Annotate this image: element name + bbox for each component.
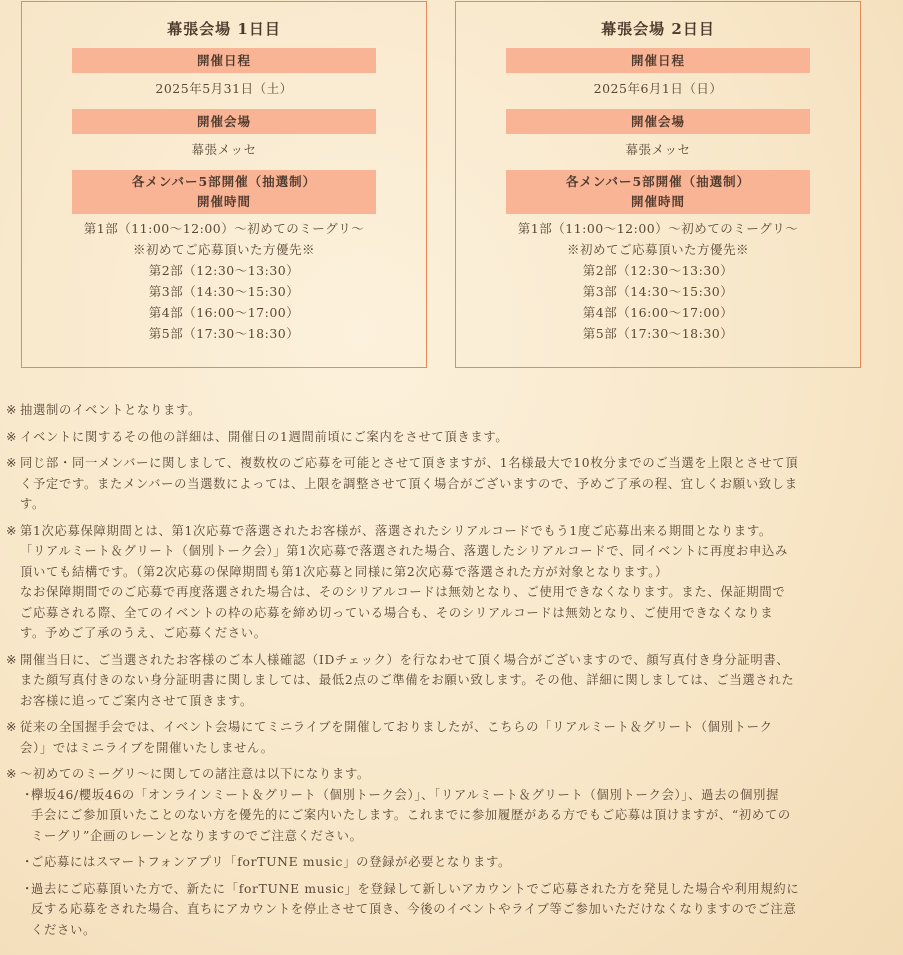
day1-date-label: 開催日程 <box>72 48 376 73</box>
subnote-text: ください。 <box>31 922 96 937</box>
day2-title: 幕張会場 2日目 <box>601 20 715 38</box>
note-text: す。 <box>20 497 46 511</box>
note-text: また顔写真付きのない身分証明書に関しましては、最低2点のご準備をお願い致します。その他、詳細に関しましては、ご当選された <box>20 673 795 687</box>
day2-session-4: 第4部（16:00～17:00） <box>582 305 734 320</box>
subnote-app-registration <box>0 852 890 873</box>
note-multiple-applications <box>0 453 890 515</box>
note-text: 同じ部・同一メンバーに関しまして、複数枚のご応募を可能とさせて頂きますが、1名様最大で10枚分までのご当選を上限とさせて頂 <box>20 456 799 470</box>
subnote-account-suspension <box>0 879 890 941</box>
note-text: す。予めご了承のうえ、ご応募ください。 <box>20 626 267 640</box>
note-text: お客様に追ってご案内させて頂きます。 <box>20 693 253 708</box>
day2-session-5: 第5部（17:30～18:30） <box>582 326 734 341</box>
day2-card <box>455 1 861 368</box>
day1-session-priority: ※初めてご応募頂いた方優先※ <box>132 242 315 257</box>
note-text: 従来の全国握手会では、イベント会場にてミニライブを開催しておりましたが、こちらの「リアルミート＆グリート（個別トーク <box>20 720 773 734</box>
note-text: く予定です。またメンバーの当選数によっては、上限を調整させて頂く場合がございますので、予めご了承の程、宜しくお願い致しま <box>20 476 798 491</box>
day1-venue: 幕張メッセ <box>191 142 257 157</box>
note-guarantee-period <box>0 521 890 644</box>
note-text: 抽選制のイベントとなります。 <box>20 403 201 417</box>
note-mini-live <box>0 717 890 758</box>
notes-section <box>0 400 890 946</box>
note-text: ご応募される際、全てのイベントの枠の応募を締め切っている場合も、そのシリアルコードは無効となり、ご使用できなくなりま <box>20 605 774 620</box>
subnote-text: 過去にご応募頂いた方で、新たに「forTUNE music」を登録して新しいアカウントでご応募された方を発見した場合や利用規約に <box>31 881 800 896</box>
note-mark: ※ <box>6 523 18 538</box>
day2-session-1: 第1部（11:00～12:00）～初めてのミーグリ～ <box>517 221 799 236</box>
day2-session-2: 第2部（12:30～13:30） <box>582 263 734 278</box>
day2-session-label <box>506 170 810 214</box>
subnote-text: 手会にご参加頂いたことのない方を優先的にご案内いたします。これまでに参加履歴がある方でもご応募は頂けますが、“初めての <box>31 808 791 822</box>
day2-session-label-2: 開催時間 <box>630 194 685 209</box>
note-mark: ※ <box>6 767 18 781</box>
note-lottery <box>0 400 890 421</box>
day2-session-list <box>456 218 860 344</box>
day2-session-priority: ※初めてご応募頂いた方優先※ <box>566 242 749 257</box>
subnote-text: ご応募にはスマートフォンアプリ「forTUNE music」の登録が必要となります。 <box>31 855 512 869</box>
bullet-dot: ・ <box>21 787 34 802</box>
day2-date: 2025年6月1日（日） <box>593 81 723 96</box>
day1-date: 2025年5月31日（土） <box>155 81 293 96</box>
bullet-dot: ・ <box>21 855 34 869</box>
day1-title: 幕張会場 1日目 <box>167 20 281 38</box>
day1-card <box>21 1 427 368</box>
day1-venue-label: 開催会場 <box>72 109 376 134</box>
day2-venue: 幕張メッセ <box>625 142 691 157</box>
note-text: なお保障期間でのご応募で再度落選された場合は、そのシリアルコードは無効となり、ご使用できなくなります。また、保証期間で <box>20 585 786 599</box>
day1-session-label <box>72 170 376 214</box>
note-text: 開催当日に、ご当選されたお客様のご本人様確認（IDチェック）を行なわせて頂く場合がございますので、顔写真付き身分証明書、 <box>20 652 790 667</box>
day1-session-list <box>22 218 426 344</box>
day1-session-3: 第3部（14:30～15:30） <box>148 284 300 299</box>
day1-session-label-2: 開催時間 <box>196 194 251 209</box>
note-text: 第1次応募保障期間とは、第1次応募で落選されたお客様が、落選されたシリアルコードでもう1度ご応募出来る期間となります。 <box>20 523 772 538</box>
note-id-check <box>0 650 890 712</box>
subnote-priority <box>0 785 890 847</box>
note-mark: ※ <box>6 652 18 667</box>
day1-session-4: 第4部（16:00～17:00） <box>148 305 300 320</box>
note-text: 「リアルミート＆グリート（個別トーク会）」第1次応募で落選された場合、落選したシリアルコードで、同イベントに再度お申込み <box>20 544 788 558</box>
day2-date-label: 開催日程 <box>506 48 810 73</box>
subnote-text: 欅坂46/櫻坂46の「オンラインミート＆グリート（個別トーク会）」、「リアルミート＆グリート（個別トーク会）」、過去の個別握 <box>31 787 780 802</box>
day1-session-1: 第1部（11:00～12:00）～初めてのミーグリ～ <box>83 221 365 236</box>
day1-session-2: 第2部（12:30～13:30） <box>148 263 300 278</box>
note-mark: ※ <box>6 720 18 734</box>
note-first-meet-greet <box>0 764 890 785</box>
day2-venue-label: 開催会場 <box>506 109 810 134</box>
bullet-dot: ・ <box>21 881 34 896</box>
note-text: ～初めてのミーグリ～に関しての諸注意は以下になります。 <box>20 767 370 781</box>
day2-session-label-1: 各メンバー5部開催（抽選制） <box>565 174 751 189</box>
note-mark: ※ <box>6 456 18 470</box>
day1-session-label-1: 各メンバー5部開催（抽選制） <box>131 174 317 189</box>
note-mark: ※ <box>6 403 18 417</box>
day2-session-3: 第3部（14:30～15:30） <box>582 284 734 299</box>
note-text: 頂いても結構です。（第2次応募の保障期間も第1次応募と同様に第2次応募で落選された方が対象となります。） <box>20 564 669 579</box>
note-text: イベントに関するその他の詳細は、開催日の1週間前頃にご案内をさせて頂きます。 <box>20 429 509 444</box>
note-text: 会）」ではミニライブを開催いたしません。 <box>20 740 274 755</box>
day1-session-5: 第5部（17:30～18:30） <box>148 326 300 341</box>
subnote-text: ミーグリ”企画のレーンとなりますのでご注意ください。 <box>31 828 363 843</box>
note-mark: ※ <box>6 429 18 444</box>
subnote-text: 反する応募をされた場合、直ちにアカウントを停止させて頂き、今後のイベントやライブ等ご参加いただけなくなりますのでご注意 <box>31 902 797 916</box>
note-details <box>0 427 890 448</box>
